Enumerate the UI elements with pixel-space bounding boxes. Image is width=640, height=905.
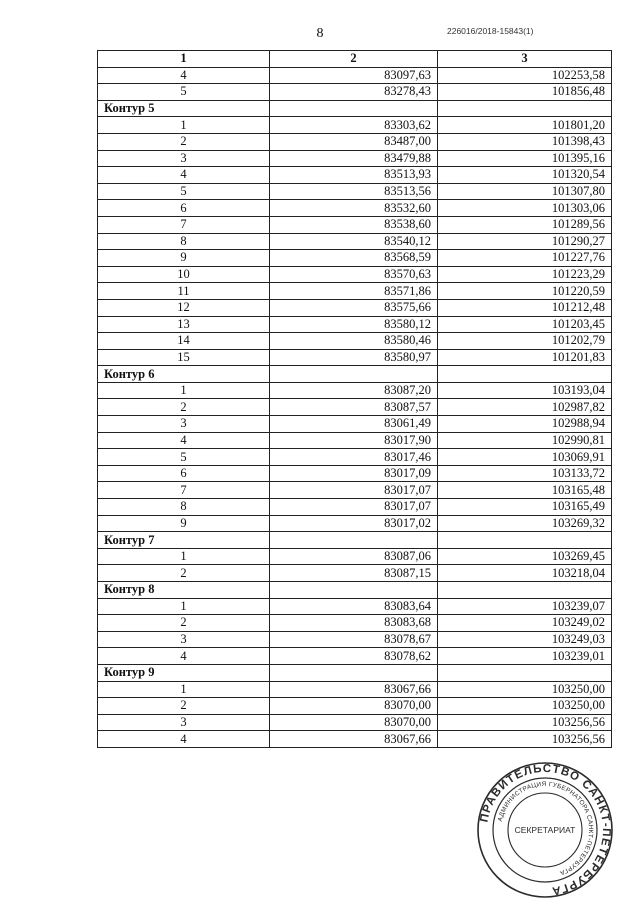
y-coordinate: 103269,45 bbox=[438, 548, 612, 565]
x-coordinate: 83017,90 bbox=[270, 432, 438, 449]
contour-header-row bbox=[98, 582, 612, 599]
table-row bbox=[98, 565, 612, 582]
point-number: 12 bbox=[98, 299, 270, 316]
table-row bbox=[98, 499, 612, 516]
y-coordinate: 101395,16 bbox=[438, 150, 612, 167]
point-number: 6 bbox=[98, 465, 270, 482]
x-coordinate: 83087,06 bbox=[270, 548, 438, 565]
x-coordinate: 83568,59 bbox=[270, 250, 438, 267]
y-coordinate: 102253,58 bbox=[438, 67, 612, 84]
point-number: 6 bbox=[98, 200, 270, 217]
empty-cell bbox=[270, 664, 438, 681]
y-coordinate: 102990,81 bbox=[438, 432, 612, 449]
x-coordinate: 83087,57 bbox=[270, 399, 438, 416]
x-coordinate: 83017,46 bbox=[270, 449, 438, 466]
point-number: 11 bbox=[98, 283, 270, 300]
contour-label: Контур 8 bbox=[98, 582, 270, 599]
point-number: 3 bbox=[98, 416, 270, 433]
x-coordinate: 83571,86 bbox=[270, 283, 438, 300]
x-coordinate: 83538,60 bbox=[270, 216, 438, 233]
contour-header-row bbox=[98, 100, 612, 117]
y-coordinate: 101223,29 bbox=[438, 266, 612, 283]
point-number: 4 bbox=[98, 167, 270, 184]
x-coordinate: 83513,56 bbox=[270, 183, 438, 200]
x-coordinate: 83303,62 bbox=[270, 117, 438, 134]
table-row bbox=[98, 250, 612, 267]
table-row bbox=[98, 681, 612, 698]
point-number: 14 bbox=[98, 333, 270, 350]
table-row bbox=[98, 84, 612, 101]
x-coordinate: 83580,97 bbox=[270, 349, 438, 366]
table-row bbox=[98, 150, 612, 167]
table-body bbox=[98, 67, 612, 747]
x-coordinate: 83067,66 bbox=[270, 681, 438, 698]
contour-header-row bbox=[98, 532, 612, 549]
point-number: 1 bbox=[98, 382, 270, 399]
point-number: 10 bbox=[98, 266, 270, 283]
point-number: 1 bbox=[98, 548, 270, 565]
table-row bbox=[98, 216, 612, 233]
empty-cell bbox=[438, 366, 612, 383]
x-coordinate: 83078,67 bbox=[270, 631, 438, 648]
x-coordinate: 83087,15 bbox=[270, 565, 438, 582]
table-row bbox=[98, 167, 612, 184]
coordinates-table bbox=[97, 50, 612, 748]
point-number: 8 bbox=[98, 499, 270, 516]
empty-cell bbox=[438, 100, 612, 117]
table-row bbox=[98, 482, 612, 499]
x-coordinate: 83070,00 bbox=[270, 698, 438, 715]
point-number: 1 bbox=[98, 681, 270, 698]
point-number: 9 bbox=[98, 515, 270, 532]
table-row bbox=[98, 316, 612, 333]
y-coordinate: 101320,54 bbox=[438, 167, 612, 184]
point-number: 4 bbox=[98, 432, 270, 449]
table-row bbox=[98, 382, 612, 399]
point-number: 3 bbox=[98, 631, 270, 648]
table-row bbox=[98, 67, 612, 84]
x-coordinate: 83017,07 bbox=[270, 482, 438, 499]
table-row bbox=[98, 648, 612, 665]
contour-header-row bbox=[98, 366, 612, 383]
x-coordinate: 83575,66 bbox=[270, 299, 438, 316]
contour-label: Контур 9 bbox=[98, 664, 270, 681]
y-coordinate: 103256,56 bbox=[438, 731, 612, 748]
x-coordinate: 83278,43 bbox=[270, 84, 438, 101]
y-coordinate: 101801,20 bbox=[438, 117, 612, 134]
y-coordinate: 103133,72 bbox=[438, 465, 612, 482]
y-coordinate: 101856,48 bbox=[438, 84, 612, 101]
y-coordinate: 101290,27 bbox=[438, 233, 612, 250]
y-coordinate: 103193,04 bbox=[438, 382, 612, 399]
x-coordinate: 83487,00 bbox=[270, 133, 438, 150]
y-coordinate: 103249,03 bbox=[438, 631, 612, 648]
document-code: 226016/2018-15843(1) bbox=[447, 26, 534, 36]
point-number: 3 bbox=[98, 150, 270, 167]
empty-cell bbox=[438, 664, 612, 681]
page-number: 8 bbox=[316, 26, 324, 41]
y-coordinate: 103165,48 bbox=[438, 482, 612, 499]
header-col-2: 2 bbox=[270, 51, 438, 68]
point-number: 5 bbox=[98, 449, 270, 466]
y-coordinate: 103069,91 bbox=[438, 449, 612, 466]
table-row bbox=[98, 598, 612, 615]
stamp-outer-text: ПРАВИТЕЛЬСТВО САНКТ-ПЕТЕРБУРГА bbox=[478, 762, 613, 897]
y-coordinate: 101203,45 bbox=[438, 316, 612, 333]
table-row bbox=[98, 233, 612, 250]
y-coordinate: 101398,43 bbox=[438, 133, 612, 150]
table-row bbox=[98, 266, 612, 283]
point-number: 8 bbox=[98, 233, 270, 250]
point-number: 2 bbox=[98, 698, 270, 715]
table-row bbox=[98, 465, 612, 482]
contour-header-row bbox=[98, 664, 612, 681]
x-coordinate: 83580,12 bbox=[270, 316, 438, 333]
y-coordinate: 101303,06 bbox=[438, 200, 612, 217]
empty-cell bbox=[270, 366, 438, 383]
x-coordinate: 83532,60 bbox=[270, 200, 438, 217]
point-number: 5 bbox=[98, 183, 270, 200]
y-coordinate: 103165,49 bbox=[438, 499, 612, 516]
y-coordinate: 103250,00 bbox=[438, 698, 612, 715]
stamp-center-text: СЕКРЕТАРИАТ bbox=[514, 825, 576, 835]
point-number: 4 bbox=[98, 648, 270, 665]
y-coordinate: 103239,01 bbox=[438, 648, 612, 665]
y-coordinate: 101202,79 bbox=[438, 333, 612, 350]
table-row bbox=[98, 416, 612, 433]
x-coordinate: 83097,63 bbox=[270, 67, 438, 84]
point-number: 2 bbox=[98, 399, 270, 416]
x-coordinate: 83061,49 bbox=[270, 416, 438, 433]
point-number: 15 bbox=[98, 349, 270, 366]
header-col-1: 1 bbox=[98, 51, 270, 68]
table-row bbox=[98, 515, 612, 532]
secretariat-stamp bbox=[475, 760, 615, 900]
y-coordinate: 103249,02 bbox=[438, 615, 612, 632]
y-coordinate: 101307,80 bbox=[438, 183, 612, 200]
point-number: 1 bbox=[98, 598, 270, 615]
y-coordinate: 101201,83 bbox=[438, 349, 612, 366]
y-coordinate: 102988,94 bbox=[438, 416, 612, 433]
y-coordinate: 103269,32 bbox=[438, 515, 612, 532]
y-coordinate: 101220,59 bbox=[438, 283, 612, 300]
point-number: 9 bbox=[98, 250, 270, 267]
table-row bbox=[98, 631, 612, 648]
point-number: 4 bbox=[98, 731, 270, 748]
point-number: 4 bbox=[98, 67, 270, 84]
point-number: 7 bbox=[98, 216, 270, 233]
x-coordinate: 83580,46 bbox=[270, 333, 438, 350]
point-number: 5 bbox=[98, 84, 270, 101]
point-number: 2 bbox=[98, 133, 270, 150]
contour-label: Контур 5 bbox=[98, 100, 270, 117]
x-coordinate: 83070,00 bbox=[270, 714, 438, 731]
contour-label: Контур 7 bbox=[98, 532, 270, 549]
table-row bbox=[98, 698, 612, 715]
x-coordinate: 83017,02 bbox=[270, 515, 438, 532]
point-number: 3 bbox=[98, 714, 270, 731]
empty-cell bbox=[438, 582, 612, 599]
point-number: 2 bbox=[98, 565, 270, 582]
x-coordinate: 83067,66 bbox=[270, 731, 438, 748]
stamp-inner-text: АДМИНИСТРАЦИЯ ГУБЕРНАТОРА САНКТ-ПЕТЕРБУРГА bbox=[496, 780, 595, 877]
table-header-row bbox=[98, 51, 612, 68]
x-coordinate: 83479,88 bbox=[270, 150, 438, 167]
y-coordinate: 103239,07 bbox=[438, 598, 612, 615]
x-coordinate: 83083,68 bbox=[270, 615, 438, 632]
table-row bbox=[98, 299, 612, 316]
point-number: 7 bbox=[98, 482, 270, 499]
header-col-3: 3 bbox=[438, 51, 612, 68]
table-row bbox=[98, 183, 612, 200]
table-row bbox=[98, 714, 612, 731]
empty-cell bbox=[270, 532, 438, 549]
table-row bbox=[98, 432, 612, 449]
table-row bbox=[98, 117, 612, 134]
table-row bbox=[98, 133, 612, 150]
y-coordinate: 103218,04 bbox=[438, 565, 612, 582]
table-row bbox=[98, 349, 612, 366]
y-coordinate: 103256,56 bbox=[438, 714, 612, 731]
x-coordinate: 83540,12 bbox=[270, 233, 438, 250]
point-number: 2 bbox=[98, 615, 270, 632]
point-number: 1 bbox=[98, 117, 270, 134]
x-coordinate: 83570,63 bbox=[270, 266, 438, 283]
y-coordinate: 103250,00 bbox=[438, 681, 612, 698]
y-coordinate: 101227,76 bbox=[438, 250, 612, 267]
table-row bbox=[98, 615, 612, 632]
x-coordinate: 83017,09 bbox=[270, 465, 438, 482]
table-row bbox=[98, 283, 612, 300]
y-coordinate: 101289,56 bbox=[438, 216, 612, 233]
x-coordinate: 83513,93 bbox=[270, 167, 438, 184]
contour-label: Контур 6 bbox=[98, 366, 270, 383]
empty-cell bbox=[270, 582, 438, 599]
empty-cell bbox=[438, 532, 612, 549]
table-row bbox=[98, 399, 612, 416]
table-row bbox=[98, 449, 612, 466]
table-row bbox=[98, 200, 612, 217]
y-coordinate: 101212,48 bbox=[438, 299, 612, 316]
point-number: 13 bbox=[98, 316, 270, 333]
table-row bbox=[98, 731, 612, 748]
x-coordinate: 83017,07 bbox=[270, 499, 438, 516]
table-row bbox=[98, 333, 612, 350]
table-row bbox=[98, 548, 612, 565]
empty-cell bbox=[270, 100, 438, 117]
x-coordinate: 83078,62 bbox=[270, 648, 438, 665]
y-coordinate: 102987,82 bbox=[438, 399, 612, 416]
x-coordinate: 83087,20 bbox=[270, 382, 438, 399]
x-coordinate: 83083,64 bbox=[270, 598, 438, 615]
